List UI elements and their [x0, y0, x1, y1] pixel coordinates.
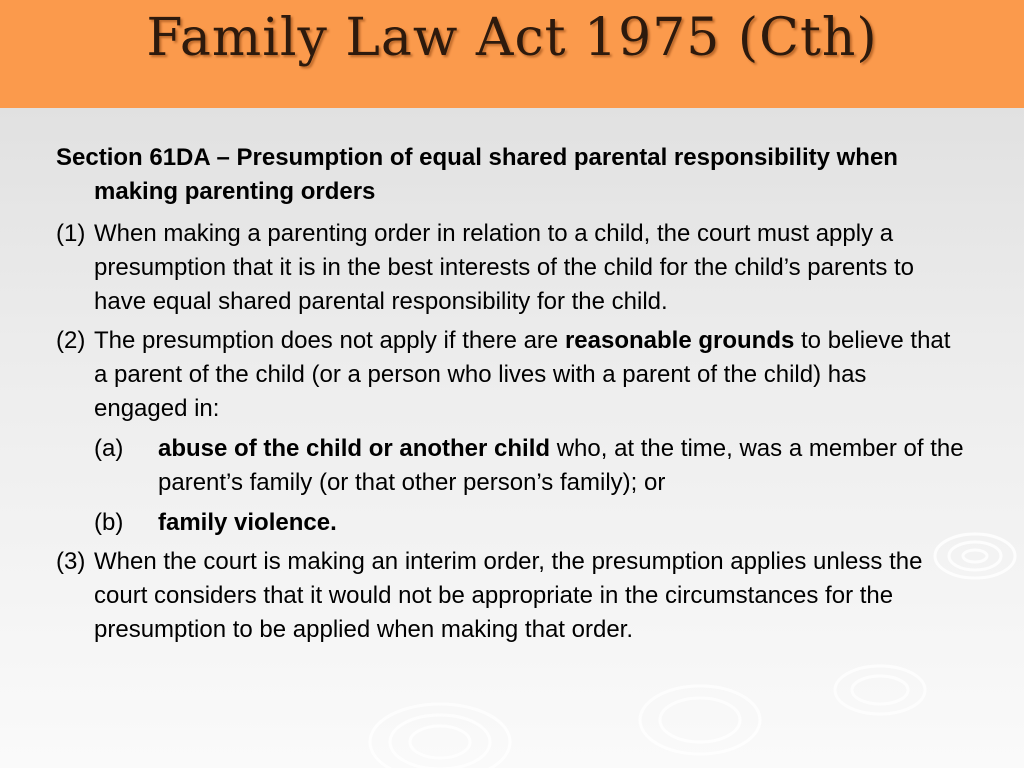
- slide-content: [56, 141, 966, 647]
- clause-text: [94, 324, 966, 426]
- section-heading: Section 61DA – Presumption of equal shared parental responsibility when making parenting orders: [56, 144, 898, 205]
- subclause-number: (b): [94, 509, 124, 536]
- clause-text-before: The presumption does not apply if there are: [94, 327, 565, 354]
- clause-number: (1): [56, 220, 86, 247]
- slide-title: Family Law Act 1975 (Cth): [146, 8, 878, 68]
- subclause-text: [158, 432, 966, 500]
- subclause-bold: family violence.: [158, 509, 337, 536]
- subclause-rest: who, at the time, was a member of the parent’s family (or that other person’s family); or: [158, 435, 964, 496]
- subclause-a: [56, 432, 966, 500]
- subclause-text: [158, 506, 966, 540]
- clause-text-bold: reasonable grounds: [564, 327, 795, 354]
- clause-text: When the court is making an interim order, the presumption applies unless the court considers that it would not be appropriate in the circumstances for the presumption to be applied when making that order.: [94, 548, 923, 643]
- subclause-b: [56, 506, 966, 540]
- clause-text: When making a parenting order in relation to a child, the court must apply a presumption that it is in the best interests of the child for the child’s parents to have equal shared parental responsibility for the child.: [94, 220, 914, 315]
- clause-text-after: to believe that a parent of the child (or a person who lives with a parent of the child) has engaged in:: [94, 327, 951, 422]
- clause-3: [56, 545, 966, 647]
- subclause-bold: abuse of the child or another child: [158, 435, 551, 462]
- clause-1: [56, 217, 966, 319]
- clause-number: (2): [56, 327, 86, 354]
- clause-2: [56, 324, 966, 426]
- clause-number: (3): [56, 548, 86, 575]
- subclause-number: (a): [94, 435, 124, 462]
